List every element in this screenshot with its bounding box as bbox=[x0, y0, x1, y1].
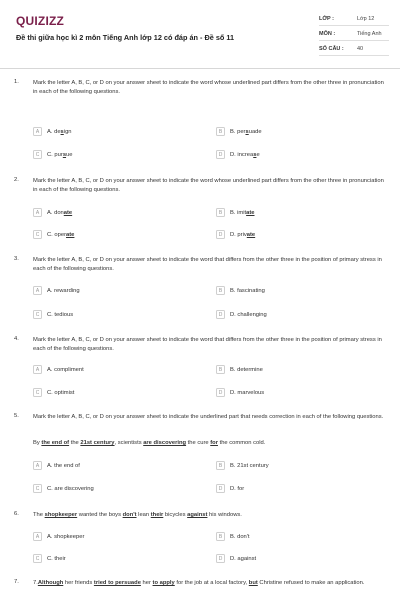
option-d[interactable] bbox=[216, 387, 264, 398]
option-letter-box: C bbox=[33, 310, 42, 319]
underlined-part: are discovering bbox=[143, 440, 187, 446]
option-text-part: ue bbox=[66, 151, 73, 158]
option-text bbox=[47, 486, 94, 492]
text-segment: 7. bbox=[33, 580, 38, 586]
option-letter-box: B bbox=[216, 286, 225, 295]
option-label: D. bbox=[230, 485, 238, 492]
option-text-part: uade bbox=[248, 128, 262, 135]
option-text-part: ign bbox=[63, 128, 72, 135]
option-letter-box: B bbox=[216, 208, 225, 217]
option-text bbox=[230, 129, 262, 135]
text-segment: , scientists bbox=[114, 440, 144, 446]
meta-subject-value: Tiếng Anh bbox=[357, 31, 382, 37]
option-text bbox=[47, 129, 72, 135]
underlined-part: to apply bbox=[152, 580, 175, 586]
option-text-part: for bbox=[237, 485, 245, 492]
option-text-part: challenging bbox=[237, 311, 267, 318]
option-text bbox=[47, 210, 72, 216]
question-prompt bbox=[33, 579, 389, 588]
question-number: 3. bbox=[14, 256, 19, 262]
option-text bbox=[230, 288, 265, 294]
text-segment: for the job at a local factory, bbox=[174, 580, 249, 586]
option-label: A. bbox=[47, 366, 55, 373]
text-segment: his windows. bbox=[207, 512, 242, 518]
header-divider bbox=[0, 68, 400, 69]
option-a[interactable] bbox=[33, 207, 72, 218]
option-text-part: fascinating bbox=[237, 287, 265, 294]
text-segment: the cure bbox=[186, 440, 211, 446]
text-segment: her bbox=[140, 580, 153, 586]
option-letter-box: C bbox=[33, 230, 42, 239]
quizizz-logo: QUIZIZZ bbox=[16, 14, 65, 28]
option-text-part: de bbox=[54, 128, 61, 135]
meta-subject-label: MÔN : bbox=[319, 31, 336, 37]
option-text-part: determine bbox=[237, 366, 263, 373]
option-label: C. bbox=[47, 389, 55, 396]
option-text-part: e bbox=[256, 151, 260, 158]
meta-divider bbox=[319, 55, 389, 56]
option-text-part: are discovering bbox=[54, 485, 94, 492]
option-text bbox=[230, 210, 255, 216]
option-c[interactable] bbox=[33, 229, 74, 240]
option-text-part: against bbox=[237, 555, 257, 562]
question-prompt: Mark the letter A, B, C, or D on your answer sheet to indicate the word whose underlined part differs from the other three in pronunciation in each of the following questions. bbox=[33, 178, 384, 193]
option-text-part: oper bbox=[54, 231, 67, 238]
underlined-part: 21st century bbox=[80, 440, 115, 446]
meta-count-value: 40 bbox=[357, 46, 364, 52]
option-d[interactable] bbox=[216, 229, 255, 240]
text-segment: bicycles bbox=[163, 512, 188, 518]
option-letter-box: B bbox=[216, 365, 225, 374]
meta-count-label: SỐ CÂU : bbox=[319, 46, 344, 52]
text-segment: By bbox=[33, 440, 42, 446]
option-letter-box: D bbox=[216, 484, 225, 493]
option-letter-box: A bbox=[33, 127, 42, 136]
option-text-part: don't bbox=[237, 533, 250, 540]
option-a[interactable] bbox=[33, 460, 80, 471]
option-c[interactable] bbox=[33, 149, 73, 160]
document-title: Đề thi giữa học kì 2 môn Tiếng Anh lớp 12 có đáp án - Đề số 11 bbox=[16, 33, 235, 42]
option-text bbox=[230, 534, 249, 540]
option-d[interactable] bbox=[216, 149, 260, 160]
underlined-part: don't bbox=[122, 512, 137, 518]
option-c[interactable] bbox=[33, 553, 66, 564]
option-label: B. bbox=[230, 462, 238, 469]
option-letter-box: B bbox=[216, 127, 225, 136]
option-label: B. bbox=[230, 366, 238, 373]
question-number: 1. bbox=[14, 79, 19, 85]
option-a[interactable] bbox=[33, 364, 84, 375]
option-label: C. bbox=[47, 485, 55, 492]
option-label: A. bbox=[47, 533, 55, 540]
option-text bbox=[230, 390, 264, 396]
option-letter-box: C bbox=[33, 388, 42, 397]
option-label: A. bbox=[47, 209, 55, 216]
underlined-part: their bbox=[150, 512, 164, 518]
option-c[interactable] bbox=[33, 387, 74, 398]
text-segment: lean bbox=[136, 512, 151, 518]
option-b[interactable] bbox=[216, 285, 265, 296]
option-b[interactable] bbox=[216, 207, 255, 218]
option-text-part: compliment bbox=[54, 366, 84, 373]
option-letter-box: B bbox=[216, 532, 225, 541]
option-text bbox=[230, 312, 267, 318]
question-prompt: Mark the letter A, B, C, or D on your answer sheet to indicate the underlined part that needs correction in each of the following questions. bbox=[33, 414, 384, 420]
option-text-part: priv bbox=[237, 231, 247, 238]
option-label: B. bbox=[230, 533, 238, 540]
underlined-part: Although bbox=[37, 580, 64, 586]
option-text-part: shopkeeper bbox=[54, 533, 85, 540]
question-number: 6. bbox=[14, 511, 19, 517]
option-text-part: pur bbox=[54, 151, 63, 158]
underlined-part: shopkeeper bbox=[44, 512, 78, 518]
option-label: B. bbox=[230, 209, 238, 216]
option-letter-box: A bbox=[33, 286, 42, 295]
option-label: C. bbox=[47, 311, 55, 318]
option-underlined-part: s bbox=[253, 151, 257, 158]
option-letter-box: D bbox=[216, 554, 225, 563]
option-underlined-part: ate bbox=[66, 231, 75, 238]
question-number: 4. bbox=[14, 336, 19, 342]
meta-divider bbox=[319, 40, 389, 41]
option-text-part: per bbox=[237, 128, 246, 135]
option-label: D. bbox=[230, 311, 238, 318]
option-text bbox=[230, 463, 269, 469]
option-underlined-part: s bbox=[60, 128, 64, 135]
option-text-part: tedious bbox=[54, 311, 74, 318]
option-underlined-part: ate bbox=[246, 209, 255, 216]
option-text bbox=[47, 463, 80, 469]
option-label: D. bbox=[230, 389, 238, 396]
option-c[interactable] bbox=[33, 483, 94, 494]
option-label: C. bbox=[47, 555, 55, 562]
option-letter-box: B bbox=[216, 461, 225, 470]
question-prompt bbox=[33, 511, 389, 520]
option-label: A. bbox=[47, 128, 55, 135]
option-letter-box: A bbox=[33, 208, 42, 217]
option-underlined-part: s bbox=[245, 128, 249, 135]
option-text bbox=[230, 152, 260, 158]
option-text bbox=[47, 556, 66, 562]
option-letter-box: A bbox=[33, 461, 42, 470]
option-a[interactable] bbox=[33, 531, 84, 542]
option-text bbox=[47, 367, 84, 373]
meta-class-label: LỚP : bbox=[319, 16, 334, 22]
option-b[interactable] bbox=[216, 126, 262, 137]
option-d[interactable] bbox=[216, 553, 256, 564]
option-c[interactable] bbox=[33, 309, 73, 320]
question-number: 2. bbox=[14, 177, 19, 183]
text-segment: The bbox=[33, 512, 45, 518]
option-text-part: optimist bbox=[54, 389, 75, 396]
option-text bbox=[230, 367, 263, 373]
option-label: A. bbox=[47, 462, 55, 469]
option-label: D. bbox=[230, 151, 238, 158]
option-label: C. bbox=[47, 231, 55, 238]
option-b[interactable] bbox=[216, 364, 263, 375]
option-letter-box: C bbox=[33, 484, 42, 493]
option-b[interactable] bbox=[216, 531, 249, 542]
underlined-part: tried to persuade bbox=[93, 580, 141, 586]
option-label: D. bbox=[230, 555, 238, 562]
option-text-part: increa bbox=[237, 151, 254, 158]
option-label: A. bbox=[47, 287, 55, 294]
option-text-part: rewarding bbox=[54, 287, 80, 294]
option-underlined-part: ate bbox=[63, 209, 73, 216]
underlined-part: against bbox=[187, 512, 208, 518]
option-a[interactable] bbox=[33, 285, 80, 296]
option-text-part: 21st century bbox=[237, 462, 269, 469]
text-segment: Christine refused to make an application. bbox=[257, 580, 365, 586]
option-label: D. bbox=[230, 231, 238, 238]
option-text-part: imit bbox=[237, 209, 247, 216]
text-segment: the common cold. bbox=[217, 440, 266, 446]
option-letter-box: D bbox=[216, 230, 225, 239]
option-underlined-part: ate bbox=[246, 231, 256, 238]
option-a[interactable] bbox=[33, 126, 72, 137]
question-number: 7. bbox=[14, 579, 19, 585]
option-d[interactable] bbox=[216, 309, 267, 320]
underlined-part: the end of bbox=[41, 440, 70, 446]
question-sentence bbox=[33, 439, 389, 448]
option-label: C. bbox=[47, 151, 55, 158]
option-text bbox=[47, 152, 73, 158]
meta-class-value: Lớp 12 bbox=[357, 16, 375, 22]
question-number: 5. bbox=[14, 413, 19, 419]
text-segment: wanted the boys bbox=[77, 512, 123, 518]
option-b[interactable] bbox=[216, 460, 269, 471]
option-letter-box: A bbox=[33, 532, 42, 541]
option-d[interactable] bbox=[216, 483, 244, 494]
option-text bbox=[230, 486, 244, 492]
question-prompt: Mark the letter A, B, C, or D on your answer sheet to indicate the word that differs from the other three in the position of primary stress in each of the following questions. bbox=[33, 337, 382, 352]
option-letter-box: A bbox=[33, 365, 42, 374]
option-text-part: the end of bbox=[54, 462, 80, 469]
option-text-part: marvelous bbox=[237, 389, 265, 396]
underlined-part: but bbox=[248, 580, 258, 586]
document-header bbox=[0, 0, 400, 64]
option-letter-box: D bbox=[216, 150, 225, 159]
option-text bbox=[47, 288, 80, 294]
question-prompt: Mark the letter A, B, C, or D on your answer sheet to indicate the word that differs from the other three in the position of primary stress in each of the following questions. bbox=[33, 257, 382, 272]
option-label: B. bbox=[230, 287, 238, 294]
option-text bbox=[230, 232, 255, 238]
option-underlined-part: s bbox=[62, 151, 67, 158]
option-label: B. bbox=[230, 128, 238, 135]
option-text-part: don bbox=[54, 209, 64, 216]
underlined-part: for bbox=[210, 440, 218, 446]
text-segment: her friends bbox=[63, 580, 94, 586]
option-letter-box: D bbox=[216, 310, 225, 319]
option-text bbox=[47, 232, 74, 238]
option-text bbox=[47, 534, 84, 540]
text-segment: the bbox=[69, 440, 81, 446]
meta-divider bbox=[319, 25, 389, 26]
option-text bbox=[47, 312, 73, 318]
option-text bbox=[230, 556, 256, 562]
option-letter-box: C bbox=[33, 150, 42, 159]
option-letter-box: D bbox=[216, 388, 225, 397]
option-text bbox=[47, 390, 74, 396]
option-letter-box: C bbox=[33, 554, 42, 563]
option-text-part: their bbox=[54, 555, 66, 562]
question-prompt: Mark the letter A, B, C, or D on your answer sheet to indicate the word whose underlined part differs from the other three in pronunciation in each of the following questions. bbox=[33, 80, 384, 95]
